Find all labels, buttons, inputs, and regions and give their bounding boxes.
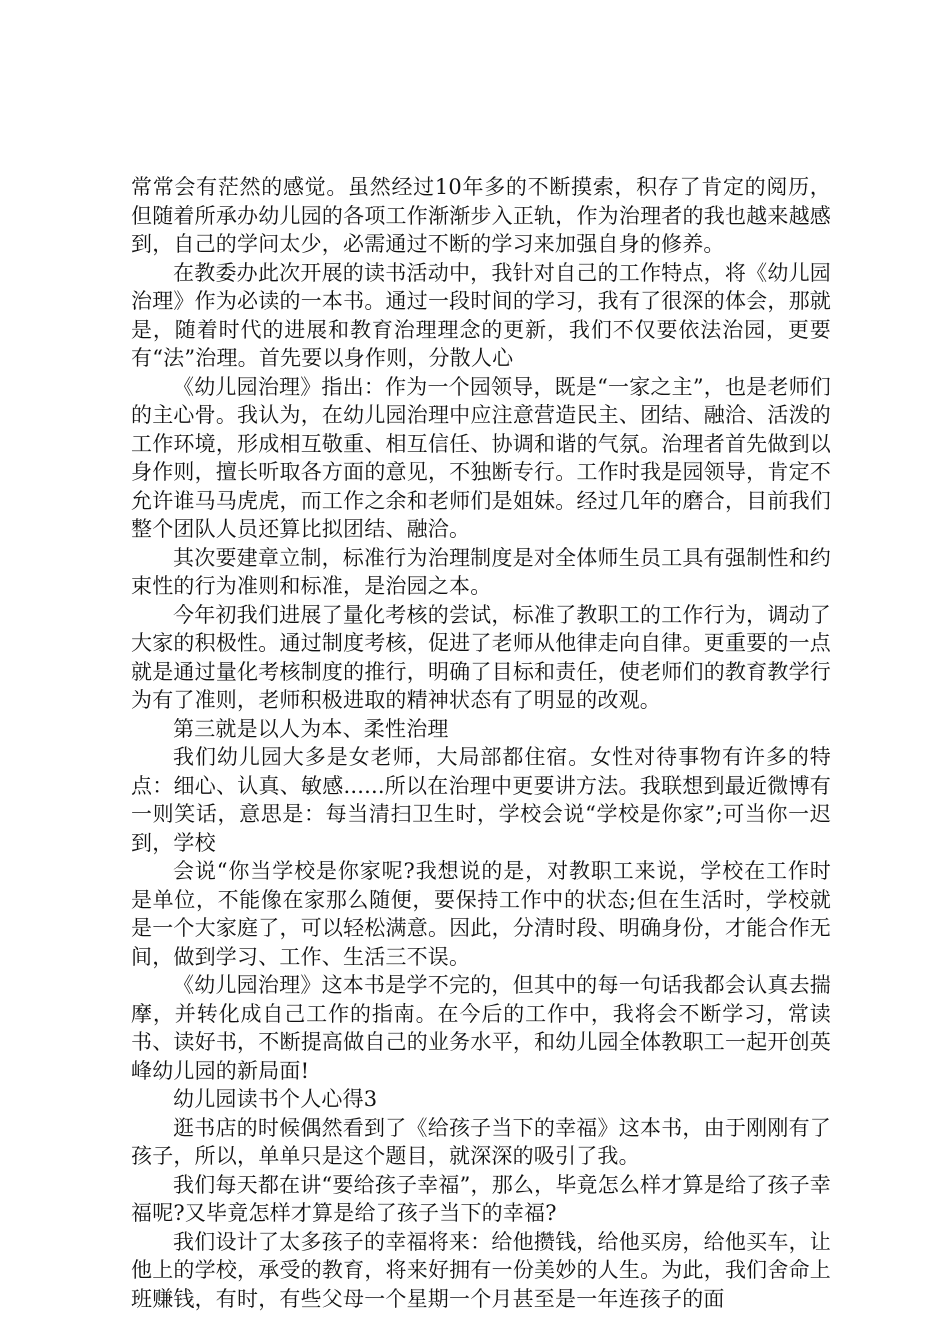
paragraph: 我们幼儿园大多是女老师，大局部都住宿。女性对待事物有许多的特点：细心、认真、敏感......所以在治理中更要讲方法。我联想到最近微博有一则笑话，意思是：每当清扫卫生时，学校会说“学校是你家”;可当你一迟到，学校 — [131, 745, 831, 855]
paragraph: 我们每天都在讲“要给孩子幸福”，那么，毕竟怎么样才算是给了孩子幸福呢?又毕竟怎样才算是给了孩子当下的幸福? — [131, 1172, 831, 1225]
article-title: 幼儿园读书个人心得3 — [173, 1087, 378, 1111]
paragraph: 我们设计了太多孩子的幸福将来：给他攒钱，给他买房，给他买车，让他上的学校，承受的教育，将来好拥有一份美妙的人生。为此，我们舍命上班赚钱，有时，有些父母一个星期一个月甚至是一年连孩子的面 — [131, 1229, 831, 1311]
paragraph: 其次要建章立制，标准行为治理制度是对全体师生员工具有强制性和约束性的行为准则和标准，是治园之本。 — [131, 545, 831, 598]
document-body — [131, 173, 831, 1313]
paragraph: 在教委办此次开展的读书活动中，我针对自己的工作特点，将《幼儿园治理》作为必读的一本书。通过一段时间的学习，我有了很深的体会，那就是，随着时代的进展和教育治理理念的更新，我们不仅要依法治园，更要有“法”治理。首先要以身作则，分散人心 — [131, 260, 831, 370]
paragraph: 常常会有茫然的感觉。虽然经过10年多的不断摸索，积存了肯定的阅历，但随着所承办幼儿园的各项工作渐渐步入正轨，作为治理者的我也越来越感到，自己的学问太少，必需通过不断的学习来加强自身的修养。 — [131, 175, 831, 256]
paragraph: 今年初我们进展了量化考核的尝试，标准了教职工的工作行为，调动了大家的积极性。通过制度考核，促进了老师从他律走向自律。更重要的一点就是通过量化考核制度的推行，明确了目标和责任，使老师们的教育教学行为有了准则，老师积极进取的精神状态有了明显的改观。 — [131, 602, 831, 712]
paragraph: 逛书店的时候偶然看到了《给孩子当下的幸福》这本书，由于刚刚有了孩子，所以，单单只是这个题目，就深深的吸引了我。 — [131, 1115, 831, 1168]
section-heading: 第三就是以人为本、柔性治理 — [173, 716, 449, 741]
paragraph: 《幼儿园治理》指出：作为一个园领导，既是“一家之主”，也是老师们的主心骨。我认为，在幼儿园治理中应注意营造民主、团结、融洽、活泼的工作环境，形成相互敬重、相互信任、协调和谐的气氛。治理者首先做到以身作则，擅长听取各方面的意见，不独断专行。工作时我是园领导，肯定不允许谁马马虎虎，而工作之余和老师们是姐妹。经过几年的磨合，目前我们整个团队人员还算比拟团结、融洽。 — [131, 374, 831, 541]
paragraph: 《幼儿园治理》这本书是学不完的，但其中的每一句话我都会认真去揣摩，并转化成自己工作的指南。在今后的工作中，我将会不断学习，常读书、读好书，不断提高做自己的业务水平，和幼儿园全体教职工一起开创英峰幼儿园的新局面! — [131, 973, 831, 1083]
paragraph: 会说“你当学校是你家呢?我想说的是，对教职工来说，学校在工作时是单位，不能像在家那么随便，要保持工作中的状态;但在生活时，学校就是一个大家庭了，可以轻松满意。因此，分清时段、明确身份，才能合作无间，做到学习、工作、生活三不误。 — [131, 859, 831, 969]
